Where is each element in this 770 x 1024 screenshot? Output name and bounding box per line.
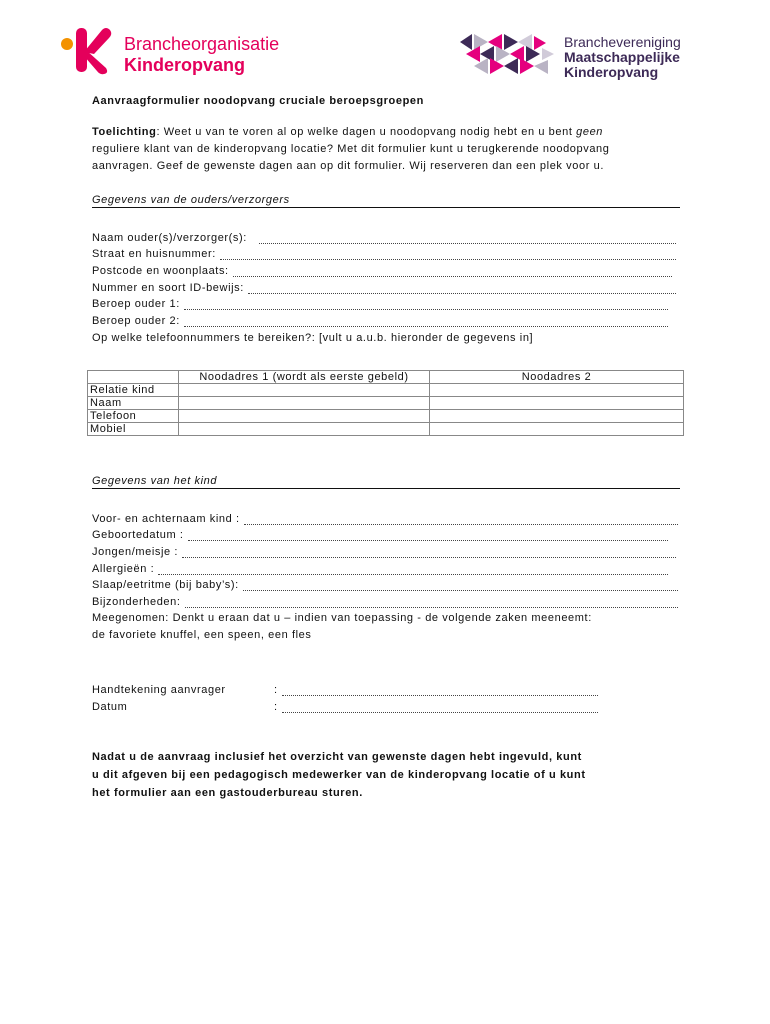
fill-line[interactable] bbox=[233, 267, 672, 277]
parent-field-label: Straat en huisnummer: bbox=[92, 248, 216, 260]
parent-field-label: Nummer en soort ID-bewijs: bbox=[92, 282, 244, 294]
intro-line1 bbox=[92, 126, 603, 138]
row-label-naam: Naam bbox=[88, 397, 179, 410]
input-cell[interactable] bbox=[179, 423, 430, 436]
input-cell[interactable] bbox=[179, 384, 430, 397]
child-field-label: Bijzonderheden: bbox=[92, 596, 181, 608]
child-field-label: Voor- en achternaam kind : bbox=[92, 513, 240, 525]
fill-line[interactable] bbox=[158, 565, 668, 575]
input-cell[interactable] bbox=[179, 410, 430, 423]
bok-name-line1: Brancheorganisatie bbox=[124, 34, 280, 54]
bmk-name-line2: Maatschappelijke bbox=[564, 49, 680, 65]
logo-bok bbox=[60, 26, 330, 76]
parent-field-postcode[interactable] bbox=[92, 265, 672, 277]
input-cell[interactable] bbox=[430, 397, 684, 410]
parent-field-job1[interactable] bbox=[92, 298, 668, 310]
input-cell[interactable] bbox=[430, 410, 684, 423]
parent-field-name[interactable] bbox=[92, 232, 676, 244]
fill-line[interactable] bbox=[188, 531, 668, 541]
child-heading-rule bbox=[92, 488, 680, 489]
intro-line1-text: : Weet u van te voren al op welke dagen u noodopvang nodig hebt en u bent bbox=[156, 126, 577, 138]
colon: : bbox=[274, 701, 278, 713]
intro-emphasis: geen bbox=[576, 126, 604, 138]
fill-line[interactable] bbox=[282, 686, 598, 696]
fill-line[interactable] bbox=[184, 317, 668, 327]
bmk-triangles-logo-icon bbox=[458, 30, 558, 80]
row-label-telefoon: Telefoon bbox=[88, 410, 179, 423]
parent-field-id[interactable] bbox=[92, 282, 676, 294]
fill-line[interactable] bbox=[243, 581, 678, 591]
child-field-gender[interactable] bbox=[92, 546, 676, 558]
child-heading: Gegevens van het kind bbox=[92, 475, 218, 487]
bmk-name-line3: Kinderopvang bbox=[564, 64, 659, 80]
closing-line1: Nadat u de aanvraag inclusief het overzicht van gewenste dagen hebt ingevuld, kunt bbox=[92, 751, 582, 763]
intro-line3: aanvragen. Geef de gewenste dagen aan op dit formulier. Wij reserveren dan een plek voor u. bbox=[92, 160, 604, 172]
intro-lead: Toelichting bbox=[92, 126, 157, 138]
date-label: Datum bbox=[92, 701, 128, 713]
fill-line[interactable] bbox=[220, 250, 676, 260]
logo-bmk bbox=[458, 30, 718, 82]
date-field[interactable] bbox=[274, 701, 598, 713]
parent-field-job2[interactable] bbox=[92, 315, 668, 327]
signature-field[interactable] bbox=[274, 684, 598, 696]
closing-line3: het formulier aan een gastouderbureau sturen. bbox=[92, 787, 363, 799]
bmk-name-line1: Branchevereniging bbox=[564, 34, 681, 50]
closing-line2: u dit afgeven bij een pedagogisch medewerker van de kinderopvang locatie of u kunt bbox=[92, 769, 586, 781]
child-field-label: Geboortedatum : bbox=[92, 529, 184, 541]
bok-name-line2: Kinderopvang bbox=[124, 55, 246, 75]
input-cell[interactable] bbox=[430, 423, 684, 436]
parent-field-label: Beroep ouder 2: bbox=[92, 315, 180, 327]
child-field-allergies[interactable] bbox=[92, 563, 668, 575]
child-field-label: Slaap/eetritme (bij baby’s): bbox=[92, 579, 239, 591]
child-field-label: Jongen/meisje : bbox=[92, 546, 179, 558]
parent-field-label: Postcode en woonplaats: bbox=[92, 265, 229, 277]
contact-table bbox=[87, 370, 684, 436]
fill-line[interactable] bbox=[244, 515, 678, 525]
intro-line2: reguliere klant van de kinderopvang locatie? Met dit formulier kunt u terugkerende noodopvang bbox=[92, 143, 610, 155]
fill-line[interactable] bbox=[185, 598, 678, 608]
fill-line[interactable] bbox=[182, 548, 676, 558]
input-cell[interactable] bbox=[179, 397, 430, 410]
fill-line[interactable] bbox=[248, 284, 676, 294]
fill-line[interactable] bbox=[259, 234, 676, 244]
bring-line1: Meegenomen: Denkt u eraan dat u – indien van toepassing - de volgende zaken meeneemt: bbox=[92, 612, 592, 624]
col-header-noodadres-1: Noodadres 1 (wordt als eerste gebeld) bbox=[179, 371, 430, 384]
parent-field-label: Beroep ouder 1: bbox=[92, 298, 180, 310]
child-field-birthdate[interactable] bbox=[92, 529, 668, 541]
table-row bbox=[88, 384, 684, 397]
table-row bbox=[88, 410, 684, 423]
table-cell-empty bbox=[88, 371, 179, 384]
parent-field-label: Naam ouder(s)/verzorger(s): bbox=[92, 232, 247, 244]
table-row bbox=[88, 397, 684, 410]
table-row bbox=[88, 423, 684, 436]
bring-line2: de favoriete knuffel, een speen, een fles bbox=[92, 629, 312, 641]
parent-field-street[interactable] bbox=[92, 248, 676, 260]
child-field-rhythm[interactable] bbox=[92, 579, 678, 591]
fill-line[interactable] bbox=[184, 300, 668, 310]
child-field-notes[interactable] bbox=[92, 596, 678, 608]
child-field-label: Allergieën : bbox=[92, 563, 155, 575]
signature-label: Handtekening aanvrager bbox=[92, 684, 226, 696]
row-label-relatie: Relatie kind bbox=[88, 384, 179, 397]
form-title: Aanvraagformulier noodopvang cruciale beroepsgroepen bbox=[92, 95, 424, 107]
table-row bbox=[88, 371, 684, 384]
col-header-noodadres-2: Noodadres 2 bbox=[430, 371, 684, 384]
child-field-name[interactable] bbox=[92, 513, 678, 525]
phone-prompt: Op welke telefoonnummers te bereiken?: [vult u a.u.b. hieronder de gegevens in] bbox=[92, 332, 534, 344]
parents-heading: Gegevens van de ouders/verzorgers bbox=[92, 194, 290, 206]
parents-heading-rule bbox=[92, 207, 680, 208]
bok-k-logo-icon bbox=[60, 26, 116, 76]
row-label-mobiel: Mobiel bbox=[88, 423, 179, 436]
colon: : bbox=[274, 684, 278, 696]
input-cell[interactable] bbox=[430, 384, 684, 397]
fill-line[interactable] bbox=[282, 703, 598, 713]
